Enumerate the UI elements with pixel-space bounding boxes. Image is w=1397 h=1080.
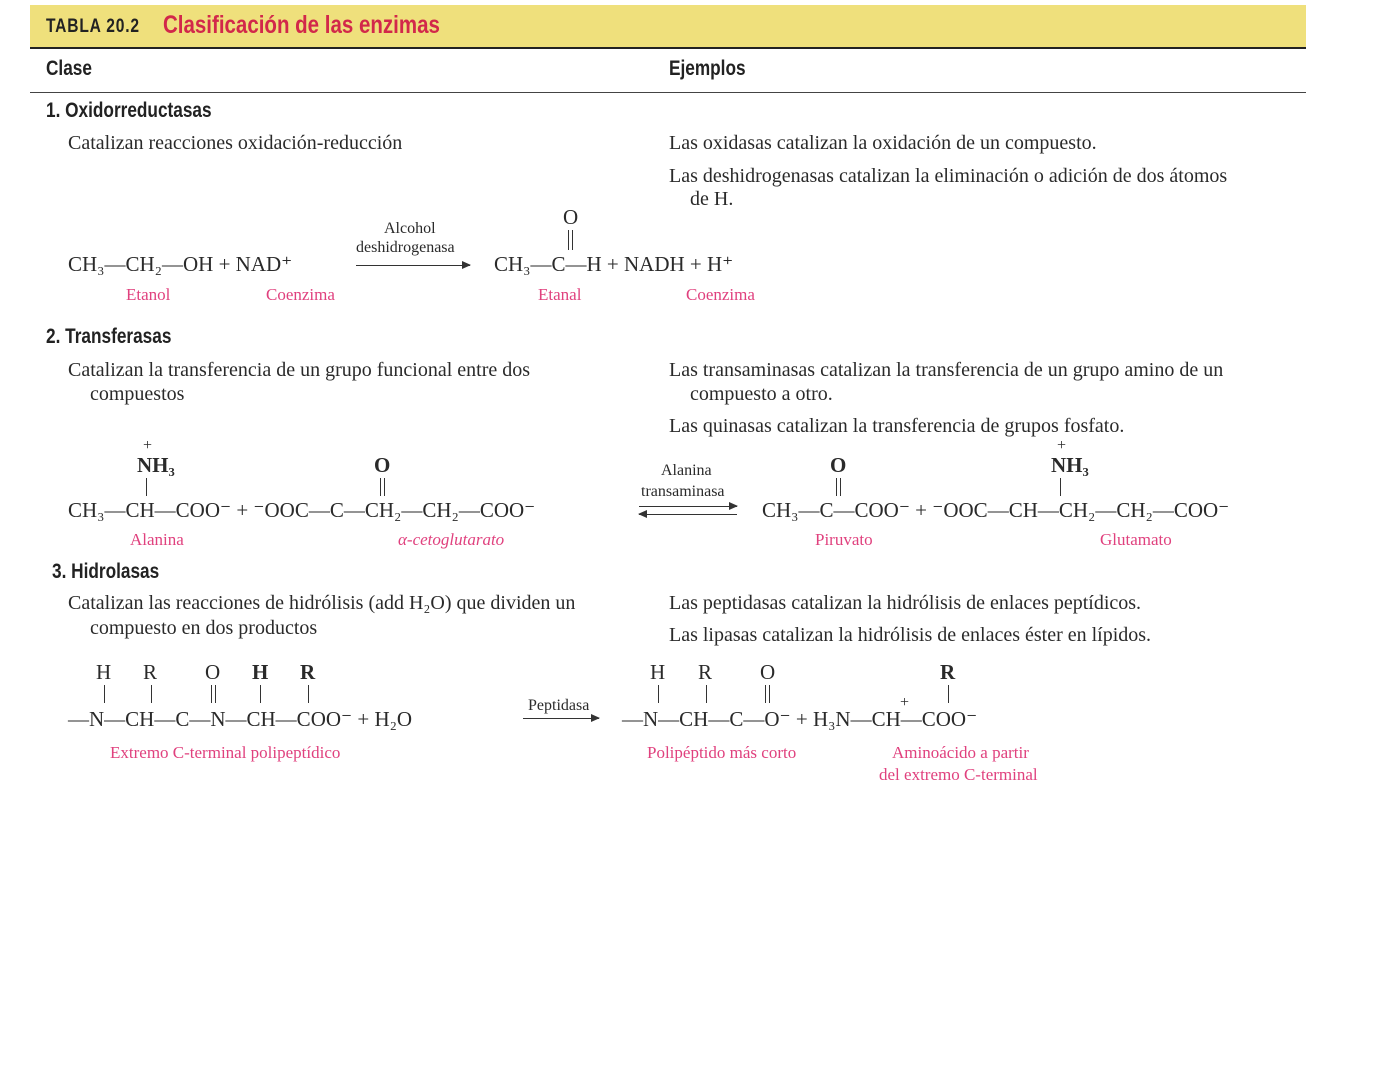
single-bond (948, 685, 949, 703)
compound-name: Coenzima (686, 285, 755, 304)
section-description: Catalizan reacciones oxidación-reducción (68, 132, 403, 154)
compound-name: Extremo C-terminal polipeptídico (110, 743, 341, 762)
reaction-reactants: CH₃—CH—COO⁻ + ⁻OOC—C—CH₂—CH₂—COO⁻ (68, 498, 536, 522)
double-bond (211, 685, 212, 703)
substituent-h: H (650, 660, 666, 684)
section-title-transferasas (46, 326, 199, 347)
substituent-oxygen: O (830, 453, 847, 477)
substituent-oxygen: O (205, 660, 221, 684)
single-bond (146, 478, 147, 496)
double-bond (836, 478, 837, 496)
compound-name: del extremo C-terminal (879, 765, 1038, 784)
example-text: Las quinasas catalizan la transferencia de grupos fosfato. (669, 415, 1125, 437)
substituent-r: R (698, 660, 713, 684)
example-text: Las transaminasas catalizan la transferencia de un grupo amino de un (669, 359, 1224, 381)
substituent-oxygen: O (374, 453, 391, 477)
double-bond (840, 478, 841, 496)
example-text: Las lipasas catalizan la hidrólisis de enlaces éster en lípidos. (669, 624, 1152, 646)
example-text: de H. (690, 188, 734, 210)
enzyme-label: transaminasa (641, 483, 725, 500)
reaction-arrow (356, 265, 470, 266)
substituent-oxygen: O (760, 660, 776, 684)
reaction-products: —N—CH—C—O⁻ + H₃N—CH—COO⁻ (622, 707, 978, 731)
section-description: Catalizan las reacciones de hidrólisis (add H₂O) que dividen un (68, 592, 576, 614)
reaction-reactants: CH₃—CH₂—OH + NAD⁺ (68, 252, 293, 276)
column-header-examples-text: Ejemplos (669, 57, 746, 80)
example-text: Las peptidasas catalizan la hidrólisis de enlaces peptídicos. (669, 592, 1142, 614)
reaction-arrow (523, 718, 599, 719)
double-bond (380, 478, 381, 496)
charge-plus: + (1057, 437, 1067, 454)
compound-name: α-cetoglutarato (398, 530, 505, 549)
compound-name: Coenzima (266, 285, 335, 304)
reaction-reactants: —N—CH—C—N—CH—COO⁻ + H₂O (68, 707, 413, 731)
compound-name: Alanina (130, 530, 184, 549)
substituent-amino: NH₃ (1051, 453, 1089, 477)
single-bond (1060, 478, 1061, 496)
double-bond (568, 230, 569, 250)
double-bond (572, 230, 573, 250)
substituent-oxygen: O (563, 205, 579, 229)
section-description: compuestos (90, 383, 185, 405)
substituent-r: R (143, 660, 158, 684)
single-bond (104, 685, 105, 703)
section-title-text: 1. Oxidorreductasas (46, 99, 212, 122)
single-bond (308, 685, 309, 703)
section-title-hidrolasas (52, 561, 183, 582)
single-bond (706, 685, 707, 703)
compound-name: Etanol (126, 285, 171, 304)
section-title-oxidorreductasas (46, 100, 248, 121)
single-bond (151, 685, 152, 703)
reaction-products: CH₃—C—H + NADH + H⁺ (494, 252, 734, 276)
example-text: Las oxidasas catalizan la oxidación de un compuesto. (669, 132, 1097, 154)
substituent-h: H (252, 660, 269, 684)
compound-name: Piruvato (815, 530, 873, 549)
enzyme-label: Peptidasa (528, 697, 590, 714)
enzyme-label: deshidrogenasa (356, 239, 455, 256)
compound-name: Aminoácido a partir (892, 743, 1029, 762)
double-bond (769, 685, 770, 703)
charge-plus: + (143, 437, 153, 454)
enzyme-label: Alcohol (384, 220, 436, 237)
forward-arrow (639, 506, 737, 507)
header-divider (30, 92, 1306, 93)
double-bond (765, 685, 766, 703)
compound-name: Polipéptido más corto (647, 743, 797, 762)
table-number (46, 17, 161, 36)
reaction-products: CH₃—C—COO⁻ + ⁻OOC—CH—CH₂—CH₂—COO⁻ (762, 498, 1230, 522)
example-text: Las deshidrogenasas catalizan la eliminación o adición de dos átomos (669, 165, 1228, 187)
substituent-h: H (96, 660, 112, 684)
column-header-examples (669, 58, 762, 79)
enzyme-label: Alanina (661, 462, 712, 479)
substituent-r: R (300, 660, 316, 684)
charge-plus: + (900, 694, 910, 711)
table-title-text: Clasificación de las enzimas (163, 11, 440, 39)
column-header-class (46, 58, 102, 79)
column-header-class-text: Clase (46, 57, 92, 80)
compound-name: Glutamato (1100, 530, 1172, 549)
section-title-text: 3. Hidrolasas (52, 560, 160, 583)
section-description: compuesto en dos productos (90, 617, 318, 639)
single-bond (260, 685, 261, 703)
table-title (163, 13, 501, 38)
section-title-text: 2. Transferasas (46, 325, 172, 348)
double-bond (215, 685, 216, 703)
substituent-r: R (940, 660, 956, 684)
table-number-text: TABLA 20.2 (46, 16, 140, 37)
reverse-arrow (639, 514, 737, 515)
example-text: compuesto a otro. (690, 383, 833, 405)
compound-name: Etanal (538, 285, 582, 304)
single-bond (658, 685, 659, 703)
section-description: Catalizan la transferencia de un grupo funcional entre dos (68, 359, 531, 381)
substituent-amino: NH₃ (137, 453, 175, 477)
double-bond (384, 478, 385, 496)
